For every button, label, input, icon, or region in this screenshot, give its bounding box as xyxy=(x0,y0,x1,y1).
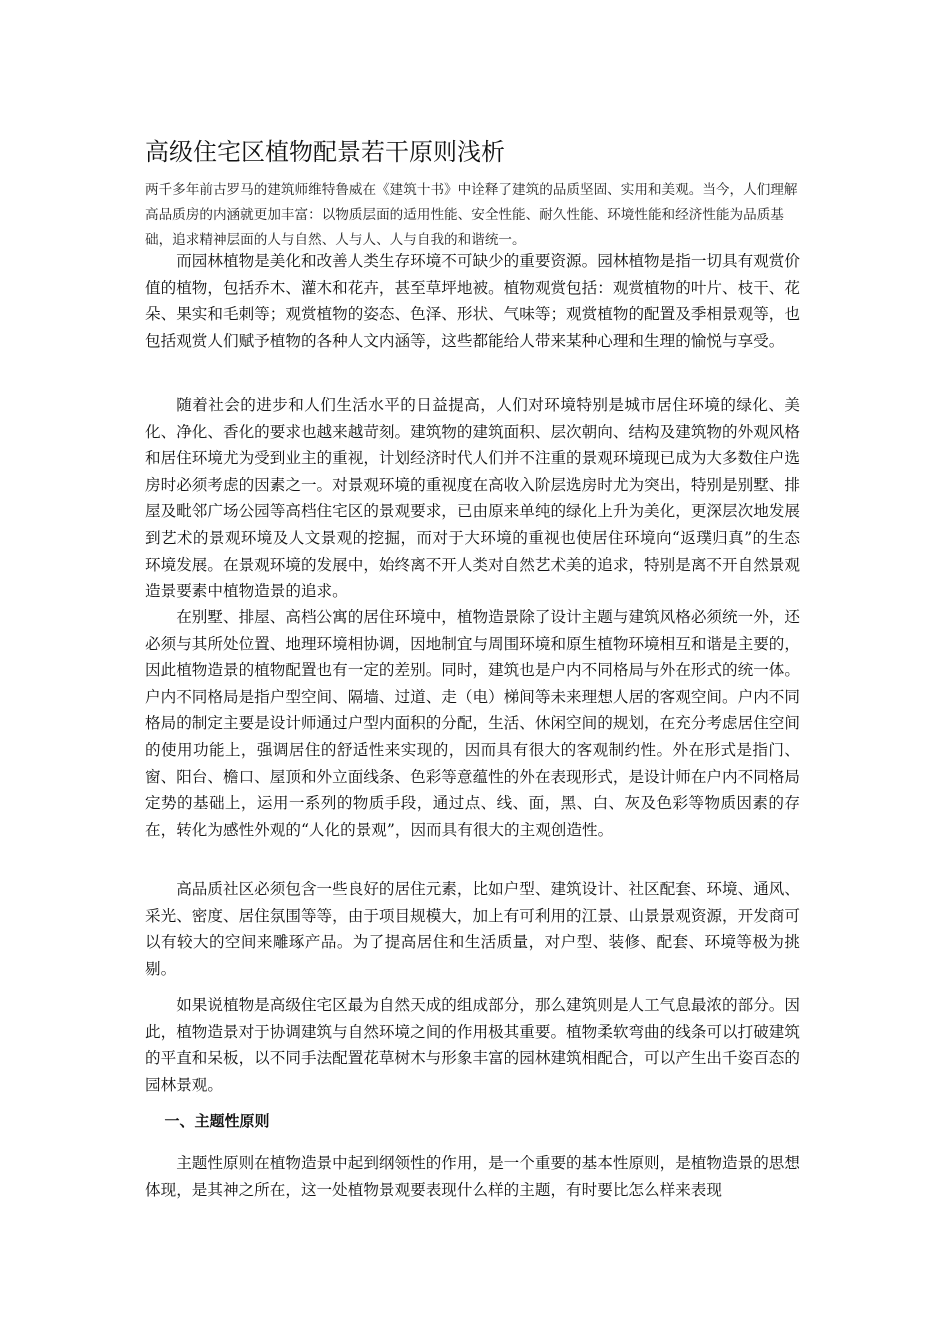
document-title: 高级住宅区植物配景若干原则浅析 xyxy=(145,138,505,166)
body-paragraph-3: 在别墅、排屋、高档公寓的居住环境中，植物造景除了设计主题与建筑风格必须统一外，还必须与其所处位置、地理环境相协调，因地制宜与周围环境和原生植物环境相互和谐是主要的，因此植物造景的植物配置也有一定的差别。同时，建筑也是户内不同格局与外在形式的统一体。户内不同格局是指户型空间、隔墙、过道、走（电）梯间等未来理想人居的客观空间。户内不同格局的制定主要是设计师通过户型内面积的分配，生活、休闲空间的规划，在充分考虑居住空间的使用功能上，强调居住的舒适性来实现的，因而具有很大的客观制约性。外在形式是指门、窗、阳台、檐口、屋顶和外立面线条、色彩等意蕴性的外在表现形式，是设计师在户内不同格局定势的基础上，运用一系列的物质手段，通过点、线、面，黑、白、灰及色彩等物质因素的存在，转化为感性外观的“人化的景观”，因而具有很大的主观创造性。 xyxy=(145,608,800,839)
body-paragraph-1: 而园林植物是美化和改善人类生存环境不可缺少的重要资源。园林植物是指一切具有观赏价值的植物，包括乔木、灌木和花卉，甚至草坪地被。植物观赏包括：观赏植物的叶片、枝干、花朵、果实和毛刺等；观赏植物的姿态、色泽、形状、气味等；观赏植物的配置及季相景观等，也包括观赏人们赋予植物的各种人文内涵等，这些都能给人带来某种心理和生理的愉悦与享受。 xyxy=(145,252,800,350)
body-paragraph-4: 高品质社区必须包含一些良好的居住元素，比如户型、建筑设计、社区配套、环境、通风、采光、密度、居住氛围等等，由于项目规模大，加上有可利用的江景、山景景观资源，开发商可以有较大的空间来雕琢产品。为了提高居住和生活质量，对户型、装修、配套、环境等极为挑剔。 xyxy=(145,880,800,978)
section-heading: 一、主题性原则 xyxy=(164,1112,270,1130)
section-paragraph: 主题性原则在植物造景中起到纲领性的作用，是一个重要的基本性原则，是植物造景的思想体现，是其神之所在，这一处植物景观要表现什么样的主题，有时要比怎么样来表现 xyxy=(145,1154,800,1199)
intro-paragraph: 两千多年前古罗马的建筑师维特鲁威在《建筑十书》中诠释了建筑的品质坚固、实用和美观。当今，人们理解高品质房的内涵就更加丰富：以物质层面的适用性能、安全性能、耐久性能、环境性能和经济性能为品质基础，追求精神层面的人与自然、人与人、人与自我的和谐统一。 xyxy=(145,182,798,248)
body-paragraph-5: 如果说植物是高级住宅区最为自然天成的组成部分，那么建筑则是人工气息最浓的部分。因此，植物造景对于协调建筑与自然环境之间的作用极其重要。植物柔软弯曲的线条可以打破建筑的平直和呆板，以不同手法配置花草树木与形象丰富的园林建筑相配合，可以产生出千姿百态的园林景观。 xyxy=(145,996,800,1094)
body-paragraph-2: 随着社会的进步和人们生活水平的日益提高，人们对环境特别是城市居住环境的绿化、美化、净化、香化的要求也越来越苛刻。建筑物的建筑面积、层次朝向、结构及建筑物的外观风格和居住环境尤为受到业主的重视，计划经济时代人们并不注重的景观环境现已成为大多数住户选房时必须考虑的因素之一。对景观环境的重视度在高收入阶层选房时尤为突出，特别是别墅、排屋及毗邻广场公园等高档住宅区的景观要求，已由原来单纯的绿化上升为美化，更深层次地发展到艺术的景观环境及人文景观的挖掘，而对于大环境的重视也使居住环境向“返璞归真”的生态环境发展。在景观环境的发展中，始终离不开人类对自然艺术美的追求，特别是离不开自然景观造景要素中植物造景的追求。 xyxy=(145,396,800,601)
